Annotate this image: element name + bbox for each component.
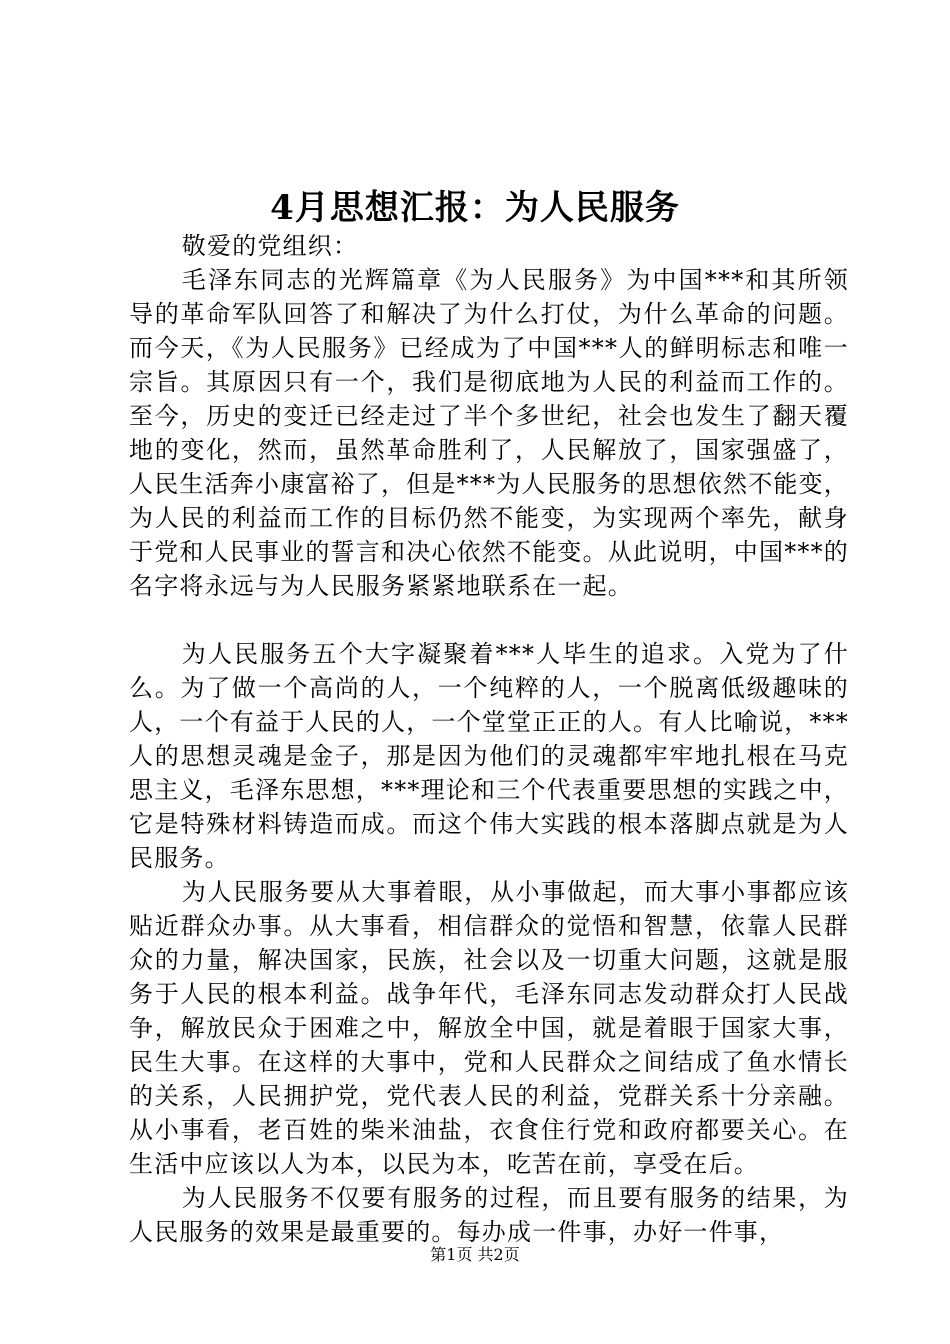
document-body	[129, 229, 849, 1249]
paragraph-1: 毛泽东同志的光辉篇章《为人民服务》为中国***和其所领导的革命军队回答了和解决了为什么打仗，为什么革命的问题。而今天，《为人民服务》已经成为了中国***人的鲜明标志和唯一宗旨。其原因只有一个，我们是彻底地为人民的利益而工作的。至今，历史的变迁已经走过了半个多世纪，社会也发生了翻天覆地的变化，然而，虽然革命胜利了，人民解放了，国家强盛了，人民生活奔小康富裕了，但是***为人民服务的思想依然不能变，为人民的利益而工作的目标仍然不能变，为实现两个率先，献身于党和人民事业的誓言和决心依然不能变。从此说明，中国***的名字将永远与为人民服务紧紧地联系在一起。	[129, 266, 849, 600]
document-title: 4月思想汇报：为人民服务	[270, 188, 680, 228]
paragraph-4: 为人民服务不仅要有服务的过程，而且要有服务的结果，为人民服务的效果是最重要的。每办成一件事，办好一件事，	[129, 1184, 849, 1246]
paragraph-2: 为人民服务五个大字凝聚着***人毕生的追求。入党为了什么。为了做一个高尚的人，一个纯粹的人，一个脱离低级趣味的人，一个有益于人民的人，一个堂堂正正的人。有人比喻说，***人的思想灵魂是金子，那是因为他们的灵魂都牢牢地扎根在马克思主义，毛泽东思想，***理论和三个代表重要思想的实践之中，它是特殊材料铸造而成。而这个伟大实践的根本落脚点就是为人民服务。	[129, 640, 849, 872]
salutation: 敬爱的党组织：	[181, 232, 359, 260]
page-footer: 第1页 共2页	[430, 1245, 520, 1264]
paragraph-3: 为人民服务要从大事着眼，从小事做起，而大事小事都应该贴近群众办事。从大事看，相信群众的觉悟和智慧，依靠人民群众的力量，解决国家，民族，社会以及一切重大问题，这就是服务于人民的根本利益。战争年代，毛泽东同志发动群众打人民战争，解放民众于困难之中，解放全中国，就是着眼于国家大事，民生大事。在这样的大事中，党和人民群众之间结成了鱼水情长的关系，人民拥护党，党代表人民的利益，党群关系十分亲融。从小事看，老百姓的柴米油盐，衣食住行党和政府都要关心。在生活中应该以人为本，以民为本，吃苦在前，享受在后。	[129, 878, 849, 1178]
